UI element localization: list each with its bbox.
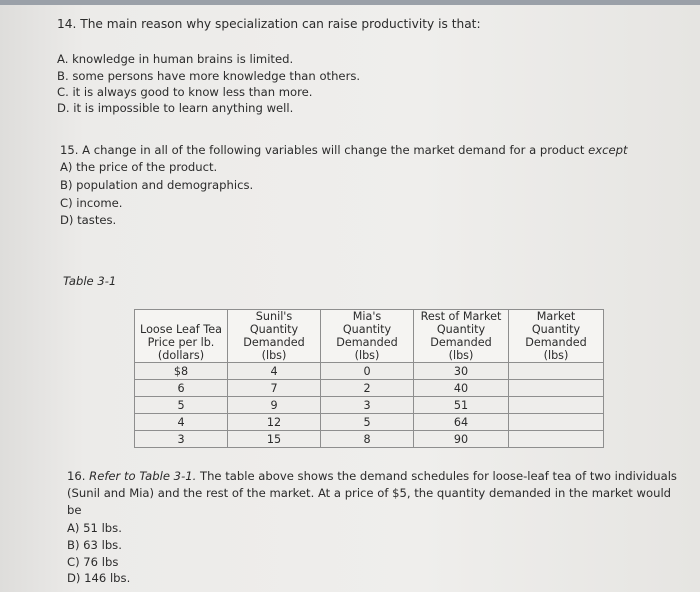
market-cell	[509, 380, 604, 397]
market-cell	[509, 431, 604, 448]
q16-option-b: B) 63 lbs.	[67, 538, 122, 552]
rest-cell: 40	[414, 380, 509, 397]
rest-cell: 30	[414, 363, 509, 380]
table-row	[135, 431, 604, 448]
question-16	[67, 469, 677, 483]
question-15-text: 15. A change in all of the following variables will change the market demand for a product	[60, 143, 585, 157]
header-mia	[321, 310, 414, 363]
market-cell	[509, 363, 604, 380]
header-sunil-line1: Sunil's	[255, 310, 293, 323]
price-cell: $8	[135, 363, 228, 380]
rest-cell: 51	[414, 397, 509, 414]
price-cell: 3	[135, 431, 228, 448]
header-mia-line2: Quantity	[342, 323, 392, 336]
worksheet-page	[0, 5, 700, 592]
price-cell: 6	[135, 380, 228, 397]
sunil-cell: 7	[228, 380, 321, 397]
table-caption: Table 3-1	[63, 274, 117, 288]
q15-option-c: C) income.	[60, 196, 123, 210]
question-16-ref: Refer to Table 3-1.	[89, 469, 197, 483]
header-rest-of-market	[414, 310, 509, 363]
header-market	[509, 310, 604, 363]
header-price-line2: Price per lb.	[147, 336, 215, 349]
header-market-line2: Quantity	[531, 323, 581, 336]
sunil-cell: 4	[228, 363, 321, 380]
header-market-line3: Demanded (lbs)	[525, 336, 587, 362]
header-rest-line2: Quantity	[436, 323, 486, 336]
header-mia-line1: Mia's	[352, 310, 382, 323]
market-cell	[509, 397, 604, 414]
q16-option-a: A) 51 lbs.	[67, 521, 122, 535]
question-15	[60, 143, 628, 157]
header-sunil-line3: Demanded (lbs)	[243, 336, 305, 362]
rest-cell: 90	[414, 431, 509, 448]
demand-table	[134, 309, 604, 448]
q14-option-b: B. some persons have more knowledge than others.	[57, 69, 361, 83]
q16-option-c: C) 76 lbs	[67, 555, 119, 569]
rest-cell: 64	[414, 414, 509, 431]
header-market-line1: Market	[536, 310, 576, 323]
table-row	[135, 363, 604, 380]
question-15-except: except	[588, 143, 628, 157]
q15-option-d: D) tastes.	[60, 213, 117, 227]
question-16-text-1: The table above shows the demand schedules for loose-leaf tea of two individuals	[200, 469, 677, 483]
table-header-row	[135, 310, 604, 363]
header-rest-line3: Demanded (lbs)	[430, 336, 492, 362]
question-16-text-2: (Sunil and Mia) and the rest of the market. At a price of $5, the quantity demanded in the market would	[67, 486, 672, 500]
mia-cell: 0	[321, 363, 414, 380]
question-16-number: 16.	[67, 469, 86, 483]
mia-cell: 5	[321, 414, 414, 431]
q16-option-d: D) 146 lbs.	[67, 571, 131, 585]
sunil-cell: 12	[228, 414, 321, 431]
table-row	[135, 380, 604, 397]
mia-cell: 8	[321, 431, 414, 448]
header-mia-line3: Demanded (lbs)	[336, 336, 398, 362]
header-rest-line1: Rest of Market	[420, 310, 502, 323]
q14-option-c: C. it is always good to know less than more.	[57, 85, 313, 99]
question-14: 14. The main reason why specialization can raise productivity is that:	[57, 17, 481, 31]
mia-cell: 2	[321, 380, 414, 397]
price-cell: 4	[135, 414, 228, 431]
price-cell: 5	[135, 397, 228, 414]
header-price	[135, 310, 228, 363]
mia-cell: 3	[321, 397, 414, 414]
market-cell	[509, 414, 604, 431]
q15-option-a: A) the price of the product.	[60, 160, 218, 174]
q15-option-b: B) population and demographics.	[60, 178, 254, 192]
question-16-text-3: be	[67, 503, 82, 517]
header-sunil	[228, 310, 321, 363]
q14-option-d: D. it is impossible to learn anything well.	[57, 101, 294, 115]
header-sunil-line2: Quantity	[249, 323, 299, 336]
table-row	[135, 414, 604, 431]
sunil-cell: 9	[228, 397, 321, 414]
header-price-line1: Loose Leaf Tea	[140, 323, 222, 336]
table-row	[135, 397, 604, 414]
q14-option-a: A. knowledge in human brains is limited.	[57, 52, 294, 66]
sunil-cell: 15	[228, 431, 321, 448]
header-price-line3: (dollars)	[157, 349, 205, 362]
